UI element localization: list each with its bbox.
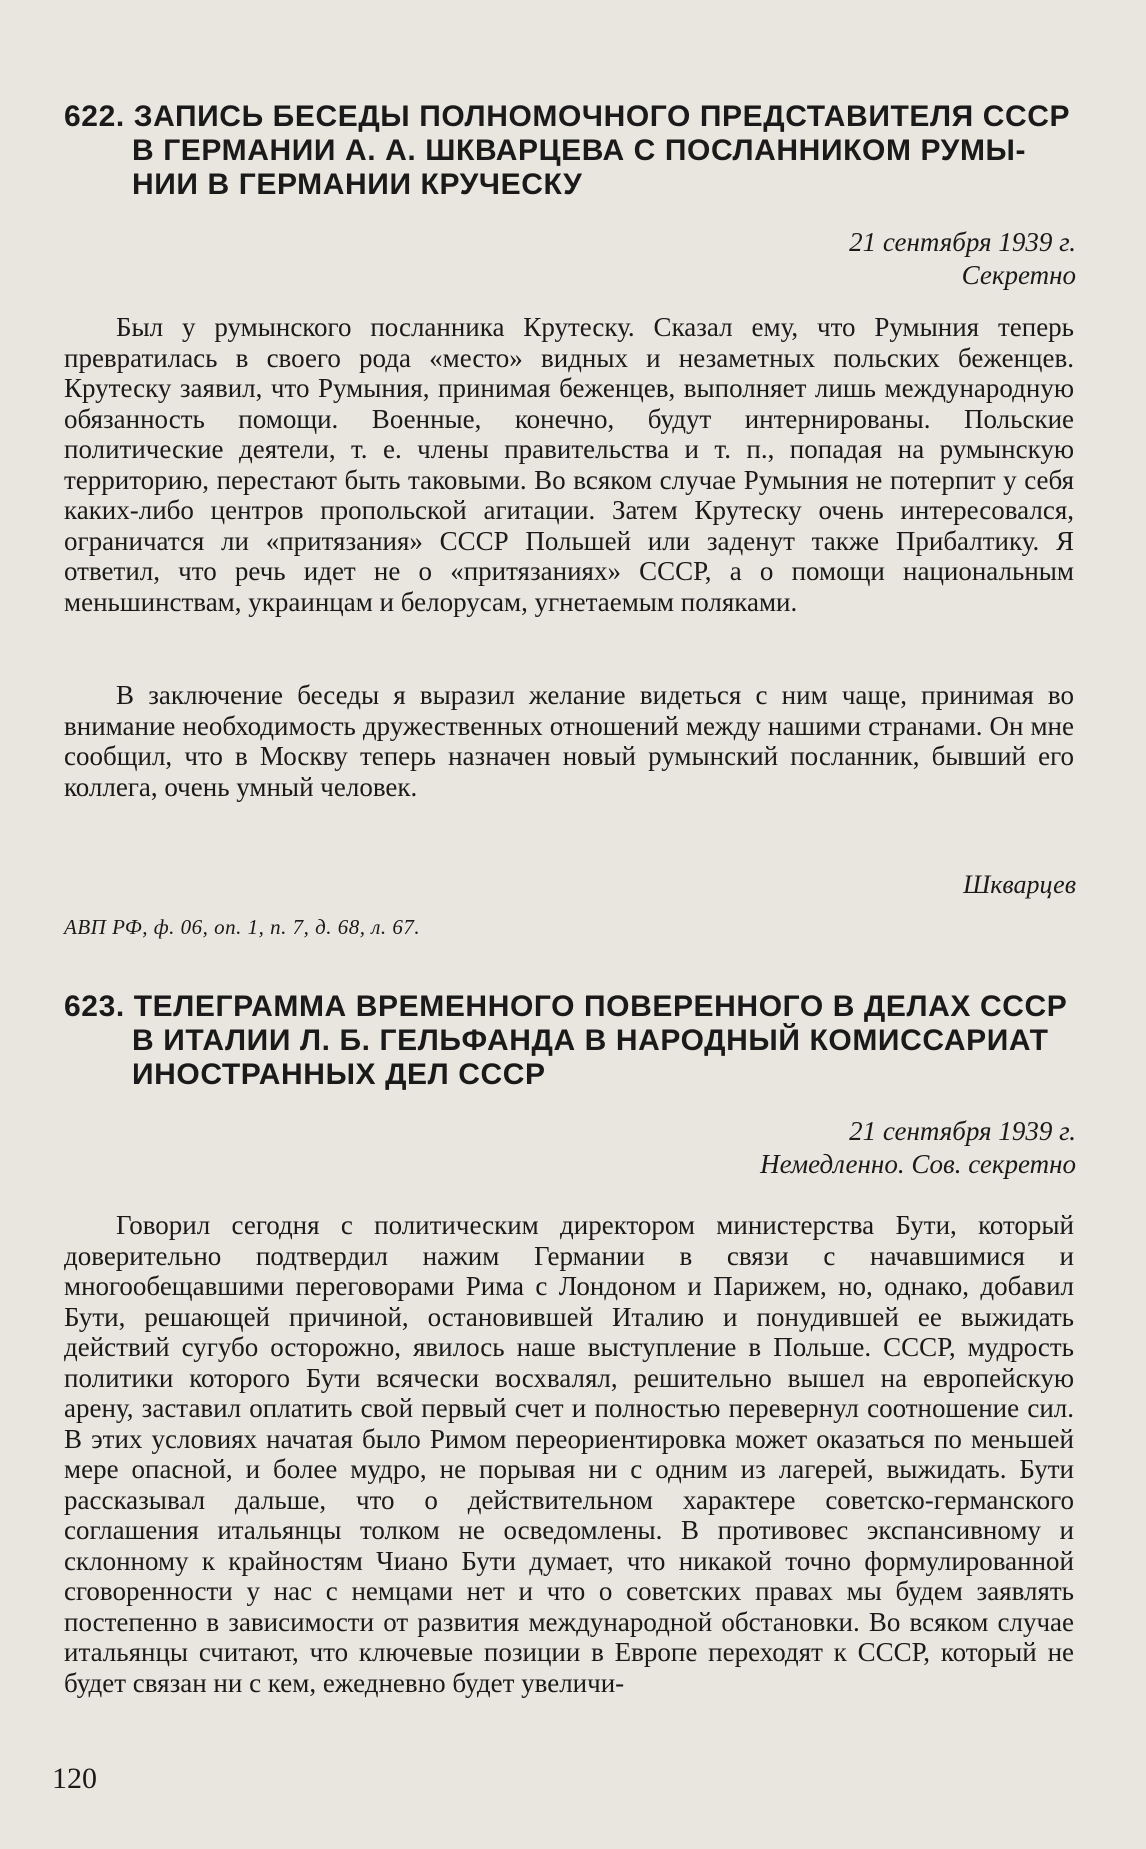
heading-line: НИИ В ГЕРМАНИИ КРУЧЕСКУ bbox=[132, 168, 583, 201]
doc-622-meta bbox=[849, 226, 1076, 292]
doc-623-meta bbox=[760, 1115, 1076, 1181]
document-date: 21 сентября 1939 г. bbox=[849, 227, 1076, 257]
classification-label: Немедленно. Сов. секретно bbox=[760, 1149, 1076, 1179]
doc-623-paragraph: Говорил сегодня с политическим директором министерства Бути, который доверительно подтвердил нажим Германии в связи с начавшимися и многообещавшими переговорами Рима с Лондоном и Парижем, но, однако, добавил Бути, решающей причиной, остановившей Италию и понудившей ее выжидать действий сугубо осторожно, явилось наше выступление в Польше. СССР, мудрость политики которого Бути всячески восхвалял, решительно вышел на европейскую арену, заставил оплатить свой первый счет и полностью перевернул соотношение сил. В этих условиях начатая было Римом переориентировка может оказаться по меньшей мере опасной, и более мудро, не порывая ни с одним из лагерей, выжидать. Бути рассказывал дальше, что о действительном характере советско-германского соглашения итальянцы толком не осведомлены. В противовес экспансивному и склонному к крайностям Чиано Бути думает, что никакой точно формулированной сговоренности у нас с немцами нет и что о советских правах мы будем заявлять постепенно в зависимости от развития международной обстановки. Во всяком случае итальянцы считают, что ключевые позиции в Европе переходят к СССР, который не будет связан ни с кем, ежедневно будет увеличи- bbox=[64, 1210, 1074, 1698]
heading-line: 622. ЗАПИСЬ БЕСЕДЫ ПОЛНОМОЧНОГО ПРЕДСТАВИТЕЛЯ СССР bbox=[64, 100, 1071, 133]
heading-line: ИНОСТРАННЫХ ДЕЛ СССР bbox=[132, 1058, 546, 1091]
signature: Шкварцев bbox=[963, 870, 1076, 899]
heading-line: В ГЕРМАНИИ А. А. ШКВАРЦЕВА С ПОСЛАННИКОМ РУМЫ- bbox=[132, 134, 1027, 167]
archive-source: АВП РФ, ф. 06, оп. 1, п. 7, д. 68, л. 67. bbox=[64, 915, 421, 939]
heading-line: 623. ТЕЛЕГРАММА ВРЕМЕННОГО ПОВЕРЕННОГО В ДЕЛАХ СССР bbox=[64, 990, 1068, 1023]
doc-622-heading bbox=[64, 100, 1074, 202]
doc-623-heading bbox=[64, 990, 1074, 1092]
doc-622-paragraph: В заключение беседы я выразил желание видеться с ним чаще, принимая во внимание необходимость дружественных отношений между нашими странами. Он мне сообщил, что в Москву теперь назначен новый румынский посланник, бывший его коллега, очень умный человек. bbox=[64, 680, 1074, 802]
document-date: 21 сентября 1939 г. bbox=[849, 1116, 1076, 1146]
heading-line: В ИТАЛИИ Л. Б. ГЕЛЬФАНДА В НАРОДНЫЙ КОМИССАРИАТ bbox=[132, 1024, 1049, 1057]
classification-label: Секретно bbox=[961, 260, 1076, 290]
doc-622-paragraph: Был у румынского посланника Крутеску. Сказал ему, что Румыния теперь превратилась в своего рода «место» видных и незаметных польских беженцев. Крутеску заявил, что Румыния, принимая беженцев, выполняет лишь международную обязанность помощи. Военные, конечно, будут интернированы. Польские политические деятели, т. е. члены правительства и т. п., попадая на румынскую территорию, перестают быть таковыми. Во всяком случае Румыния не потерпит у себя каких-либо центров пропольской агитации. Затем Крутеску очень интересовался, ограничатся ли «притязания» СССР Польшей или заденут также Прибалтику. Я ответил, что речь идет не о «притязаниях» СССР, а о помощи национальным меньшинствам, украинцам и белорусам, угнетаемым поляками. bbox=[64, 312, 1074, 617]
page-number: 120 bbox=[52, 1762, 97, 1795]
